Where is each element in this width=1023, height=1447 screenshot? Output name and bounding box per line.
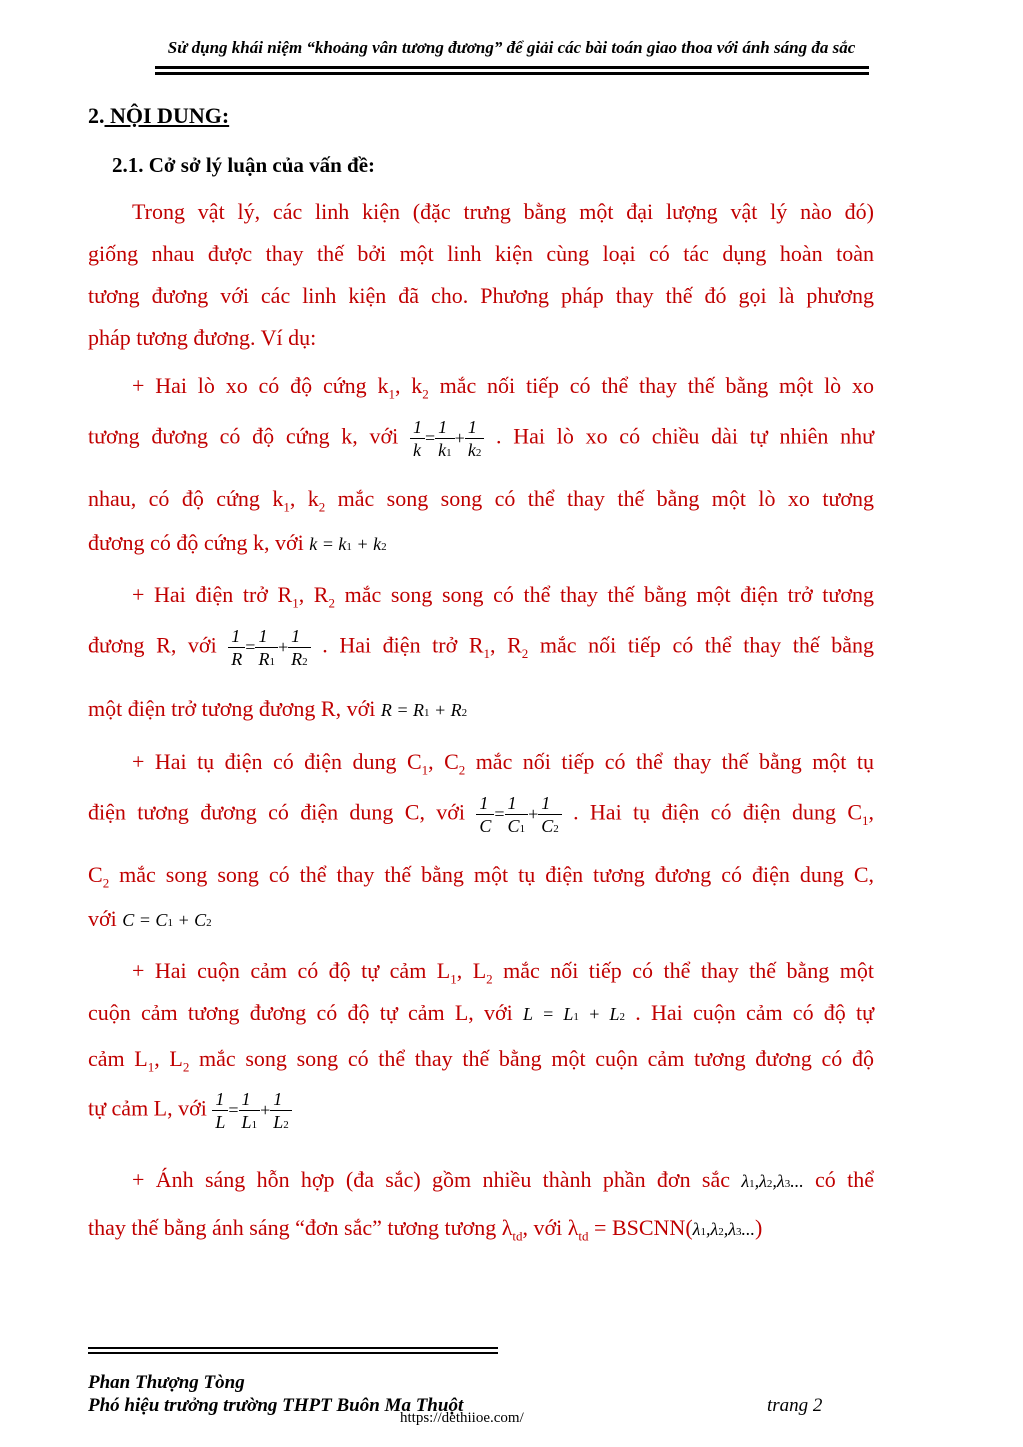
paragraph-line: tự cảm L, với $\frac{1}{L}$ = $\frac{1}{L1}$ + $\frac{1}{L2}$ [88, 1090, 874, 1131]
footer-author: Phan Thượng Tòng [88, 1372, 245, 1393]
paragraph-line: + Hai tụ điện có điện dung $C_1$, $C_2$ mắc nối tiếp có thể thay thế bằng một tụ [132, 749, 874, 778]
source-url[interactable]: https://dethiioe.com/ [400, 1410, 524, 1426]
paragraph-line: thay thế bằng ánh sáng “đơn sắc” tương tương $\lambda_{td}$, với $\lambda_{td}$ = BSCNN(λ1,λ2,λ3...) [88, 1215, 763, 1244]
paragraph-line: pháp tương đương. Ví dụ: [88, 325, 317, 350]
paragraph-line: + Ánh sáng hỗn hợp (đa sắc) gồm nhiều thành phần đơn sắc λ1,λ2,λ3... có thể [132, 1167, 874, 1192]
paragraph-line: nhau, có độ cứng $k_1$, $k_2$ mắc song song có thể thay thế bằng một lò xo tương [88, 486, 874, 515]
paragraph-line: + Hai lò xo có độ cứng $k_1$, $k_2$ mắc nối tiếp có thể thay thế bằng một lò xo [132, 373, 874, 402]
formula-fraction: $\frac{1}{R2}$ [288, 627, 311, 668]
paragraph-line: + Hai cuộn cảm có độ tự cảm $L_1$, $L_2$ mắc nối tiếp có thể thay thế bằng một [132, 958, 874, 987]
section-heading: 2. NỘI DUNG: [88, 103, 230, 128]
running-header: Sử dụng khái niệm “khoảng vân tương đương” để giải các bài toán giao thoa với ánh sáng đa sắc [167, 38, 856, 57]
paragraph-line: với C = C1 + C2 [88, 906, 212, 931]
paragraph-line: đương R, với $\frac{1}{R}$ = $\frac{1}{R1}$ + $\frac{1}{R2}$ . Hai điện trở $R_1$, $R_2$ mắc nối tiếp có thể thay thế bằng [88, 626, 875, 669]
header-rule [155, 66, 869, 69]
paragraph-line: một điện trở tương đương R, với R = R1 + R2 [88, 696, 468, 721]
formula-fraction: $\frac{1}{k}$ [410, 418, 425, 459]
formula-fraction: $\frac{1}{k1}$ [435, 418, 455, 459]
formula-fraction: $\frac{1}{C}$ [476, 794, 494, 835]
formula-inline: L = L1 + L2 [523, 1004, 625, 1024]
header-rule [155, 72, 869, 75]
formula-inline: λ1,λ2,λ3... [741, 1171, 804, 1191]
footer-position: Phó hiệu trưởng trường THPT Buôn Ma Thuột [88, 1395, 464, 1416]
formula-fraction: $\frac{1}{L}$ [212, 1090, 228, 1131]
formula-fraction: $\frac{1}{L2}$ [270, 1090, 292, 1131]
paragraph-line: $C_2$ mắc song song có thể thay thế bằng một tụ điện tương đương có điện dung C, [88, 862, 874, 891]
formula-inline: k = k1 + k2 [309, 534, 387, 554]
subsection-heading: 2.1. Cở sở lý luận của vấn đề: [112, 153, 376, 177]
paragraph-line: điện tương đương có điện dung C, với $\frac{1}{C}$ = $\frac{1}{C1}$ + $\frac{1}{C2}$ . Hai tụ điện có điện dung $C_1$, [88, 793, 875, 836]
formula-inline: C = C1 + C2 [122, 910, 212, 930]
formula-fraction: $\frac{1}{C2}$ [538, 794, 562, 835]
paragraph-line: đương có độ cứng k, với k = k1 + k2 [88, 530, 387, 555]
footer-rule [88, 1352, 498, 1354]
formula-fraction: $\frac{1}{C1}$ [505, 794, 529, 835]
page-number: trang 2 [767, 1395, 823, 1416]
paragraph-line: giống nhau được thay thế bởi một linh kiện cùng loại có tác dụng hoàn toàn [88, 241, 874, 266]
formula-fraction: $\frac{1}{R1}$ [255, 627, 278, 668]
formula-inline: R = R1 + R2 [380, 700, 468, 720]
formula-fraction: $\frac{1}{R}$ [228, 627, 245, 668]
formula-fraction: $\frac{1}{k2}$ [465, 418, 485, 459]
footer-rule [88, 1347, 498, 1349]
paragraph-line: cảm $L_1$, $L_2$ mắc song song có thể thay thế bằng một cuộn cảm tương đương có độ [88, 1046, 874, 1075]
paragraph-line: tương đương có độ cứng k, với $\frac{1}{k}$ = $\frac{1}{k1}$ + $\frac{1}{k2}$ . Hai lò xo có chiều dài tự nhiên như [88, 417, 875, 460]
paragraph-line: cuộn cảm tương đương có độ tự cảm L, với L = L1 + L2 . Hai cuộn cảm có độ tự [88, 1000, 875, 1025]
paragraph-line: tương đương với các linh kiện đã cho. Phương pháp thay thế đó gọi là phương [88, 283, 874, 308]
formula-inline: λ1,λ2,λ3... [692, 1219, 756, 1239]
paragraph-line: + Hai điện trở $R_1$, $R_2$ mắc song song có thể thay thế bằng một điện trở tương [132, 582, 874, 611]
formula-fraction: $\frac{1}{L1}$ [239, 1090, 261, 1131]
paragraph-line: Trong vật lý, các linh kiện (đặc trưng bằng một đại lượng vật lý nào đó) [132, 199, 874, 224]
